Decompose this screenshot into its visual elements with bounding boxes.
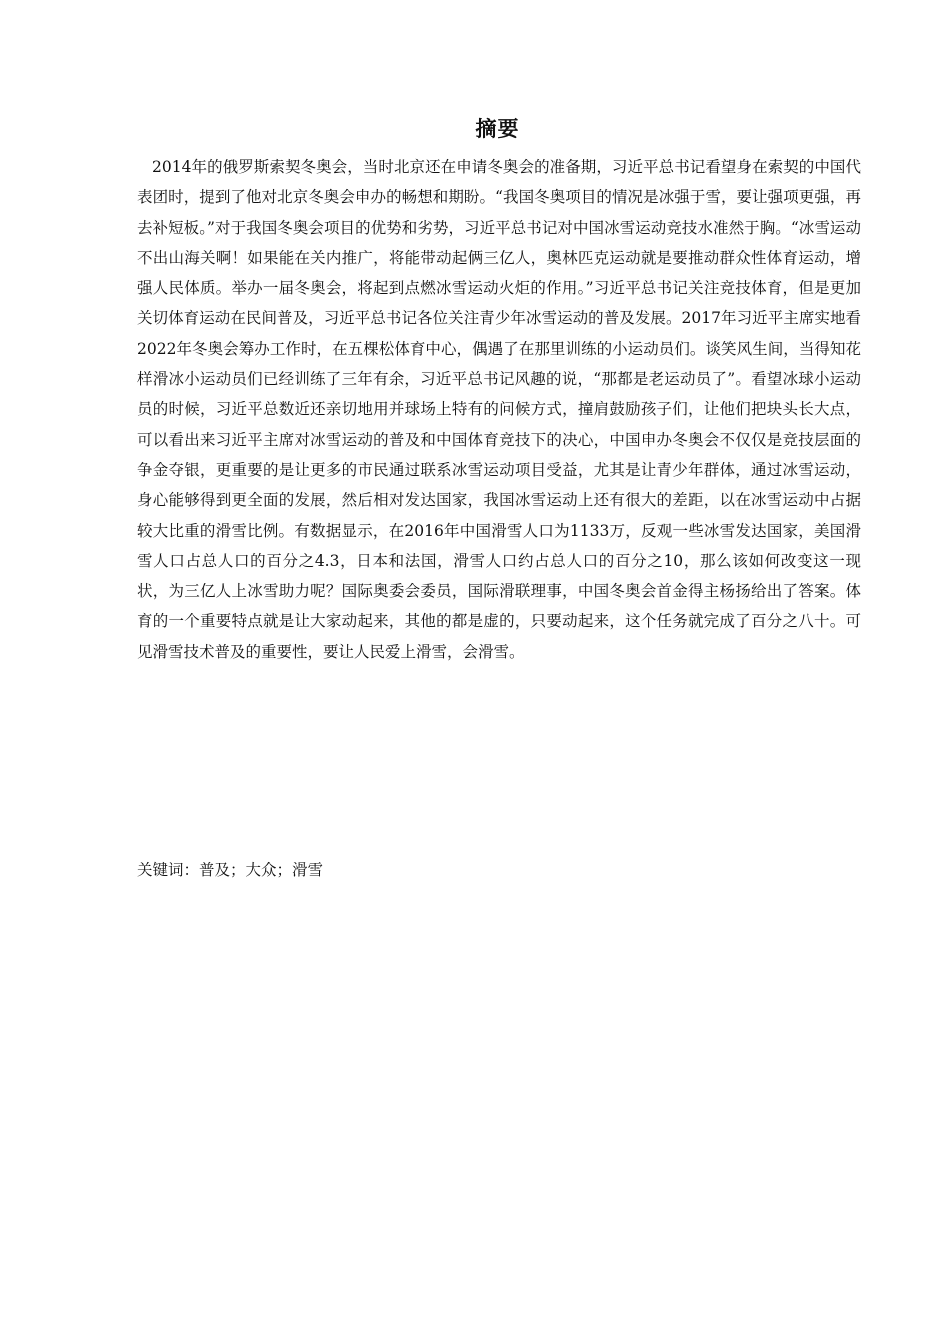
keywords-line: 关键词：普及；大众；滑雪 — [137, 861, 324, 879]
abstract-body: 2014年的俄罗斯索契冬奥会，当时北京还在申请冬奥会的准备期，习近平总书记看望身在索契的中国代表团时，提到了他对北京冬奥会申办的畅想和期盼。“我国冬奥项目的情况是冰强于雪，要让强项更强，再去补短板。”对于我国冬奥会项目的优势和劣势，习近平总书记对中国冰雪运动竞技水准然于胸。“冰雪运动不出山海关啊！如果能在关内推广，将能带动起俩三亿人，奥林匹克运动就是要推动群众性体育运动，增强人民体质。举办一届冬奥会，将起到点燃冰雪运动火炬的作用。”习近平总书记关注竞技体育，但是更加关切体育运动在民间普及，习近平总书记各位关注青少年冰雪运动的普及发展。2017年习近平主席实地看2022年冬奥会筹办工作时，在五棵松体育中心，偶遇了在那里训练的小运动员们。谈笑风生间，当得知花样滑冰小运动员们已经训练了三年有余，习近平总书记风趣的说，“那都是老运动员了”。看望冰球小运动员的时候，习近平总数近还亲切地用并球场上特有的问候方式，撞肩鼓励孩子们，让他们把块头长大点，可以看出来习近平主席对冰雪运动的普及和中国体育竞技下的决心，中国申办冬奥会不仅仅是竞技层面的争金夺银，更重要的是让更多的市民通过联系冰雪运动项目受益，尤其是让青少年群体，通过冰雪运动，身心能够得到更全面的发展，然后相对发达国家，我国冰雪运动上还有很大的差距，以在冰雪运动中占据较大比重的滑雪比例。有数据显示，在2016年中国滑雪人口为1133万，反观一些冰雪发达国家，美国滑雪人口占总人口的百分之4.3，日本和法国，滑雪人口约占总人口的百分之10，那么该如何改变这一现状，为三亿人上冰雪助力呢？国际奥委会委员，国际滑联理事，中国冬奥会首金得主杨扬给出了答案。体育的一个重要特点就是让大家动起来，其他的都是虚的，只要动起来，这个任务就完成了百分之八十。可见滑雪技术普及的重要性，要让人民爱上滑雪，会滑雪。 — [137, 158, 861, 661]
abstract-title: 摘要 — [475, 117, 520, 141]
